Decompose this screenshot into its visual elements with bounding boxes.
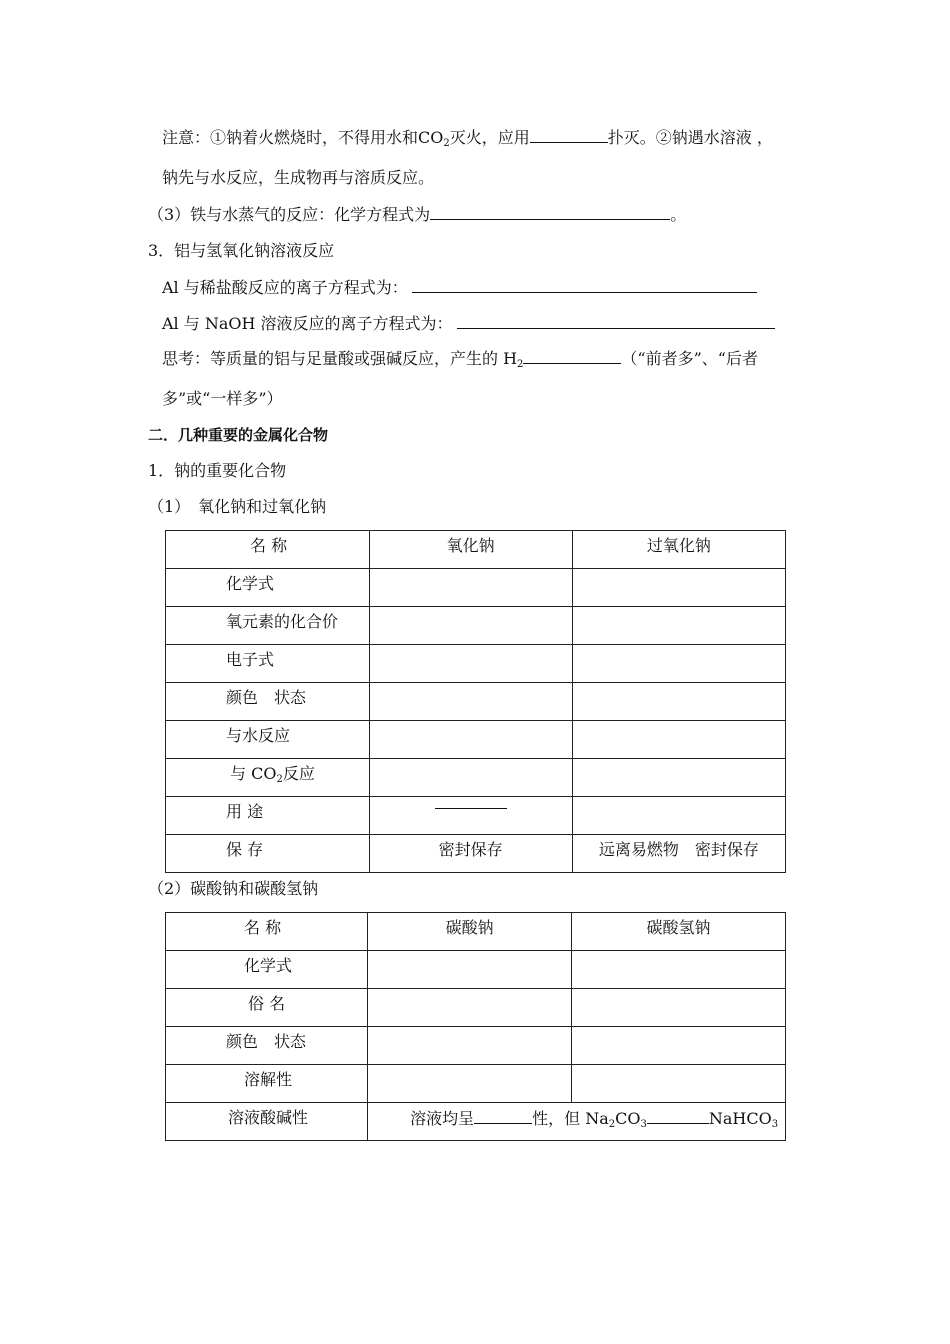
table-cell[interactable] [369,683,572,721]
fill-blank[interactable] [647,1108,709,1124]
iron-reaction-line: （3）铁与水蒸气的反应：化学方程式为 。 [148,205,687,224]
not-applicable-dash [435,808,507,809]
table-cell[interactable] [369,607,572,645]
table-cell[interactable] [572,645,785,683]
fill-blank[interactable] [457,313,775,329]
table-row: 化学式 [166,951,786,989]
table-cell[interactable] [368,1065,572,1103]
think-line-1: 思考：等质量的铝与足量酸或强碱反应，产生的 $H_2$ （“前者多”、“后者 [162,349,758,370]
table-cell[interactable] [572,607,785,645]
sodium-compounds-title: 1．钠的重要化合物 [148,461,287,480]
table-row: 颜色 状态 [166,1027,786,1065]
table-header-row: 名 称 氧化钠 过氧化钠 [166,531,786,569]
table-row: 氧元素的化合价 [166,607,786,645]
table-cell[interactable] [572,721,785,759]
table-cell[interactable] [572,683,785,721]
fill-blank[interactable] [523,348,621,364]
table-row: 与 $CO_2$反应 [166,759,786,797]
table-cell[interactable] [369,721,572,759]
table-cell[interactable] [572,951,786,989]
table-cell[interactable] [369,759,572,797]
note-line-1: 注意：①钠着火燃烧时，不得用水和$CO_2$灭火，应用 扑灭。②钠遇水溶液 ， [162,128,773,149]
table-cell[interactable] [572,759,785,797]
table2-caption: （2）碳酸钠和碳酸氢钠 [148,879,319,898]
table-row: 保 存 密封保存 远离易燃物 密封保存 [166,835,786,873]
sodium-oxide-table [165,530,786,873]
table-row: 俗 名 [166,989,786,1027]
think-line-2: 多”或“一样多”） [162,389,283,408]
table-row: 化学式 [166,569,786,607]
al-hcl-line: Al 与稀盐酸反应的离子方程式为： [162,277,757,298]
table-cell[interactable] [369,569,572,607]
table-cell[interactable] [572,989,786,1027]
table-cell[interactable] [572,1027,786,1065]
sodium-carbonate-table [165,912,786,1141]
table-cell[interactable] [368,989,572,1027]
table-cell[interactable] [368,951,572,989]
fill-blank[interactable] [530,127,608,143]
table-row: 颜色 状态 [166,683,786,721]
table-cell[interactable] [572,1065,786,1103]
note-line-2: 钠先与水反应，生成物再与溶质反应。 [162,168,435,187]
fill-blank[interactable] [430,204,670,220]
table-row: 与水反应 [166,721,786,759]
table-row: 电子式 [166,645,786,683]
table-cell[interactable] [368,1027,572,1065]
al-title: 3．铝与氢氧化钠溶液反应 [148,241,335,260]
table-cell[interactable] [369,645,572,683]
acidity-cell: 溶液均呈 性，但 $Na_2CO_3$ NaHCO$_3$ [368,1103,786,1141]
table-cell[interactable] [572,797,785,835]
table-row: 用 途 [166,797,786,835]
al-naoh-line: Al 与 NaOH 溶液反应的离子方程式为： [162,313,775,334]
fill-blank[interactable] [474,1108,532,1124]
table-header-row: 名 称 碳酸钠 碳酸氢钠 [166,913,786,951]
table-row: 溶液酸碱性 溶液均呈 性，但 $Na_2CO_3$ NaHCO$_3$ [166,1103,786,1141]
table-row: 溶解性 [166,1065,786,1103]
section-heading: 二．几种重要的金属化合物 [148,426,329,444]
table-cell[interactable] [572,569,785,607]
table-cell [369,797,572,835]
fill-blank[interactable] [412,277,757,293]
table1-caption: （1） 氧化钠和过氧化钠 [148,497,327,516]
